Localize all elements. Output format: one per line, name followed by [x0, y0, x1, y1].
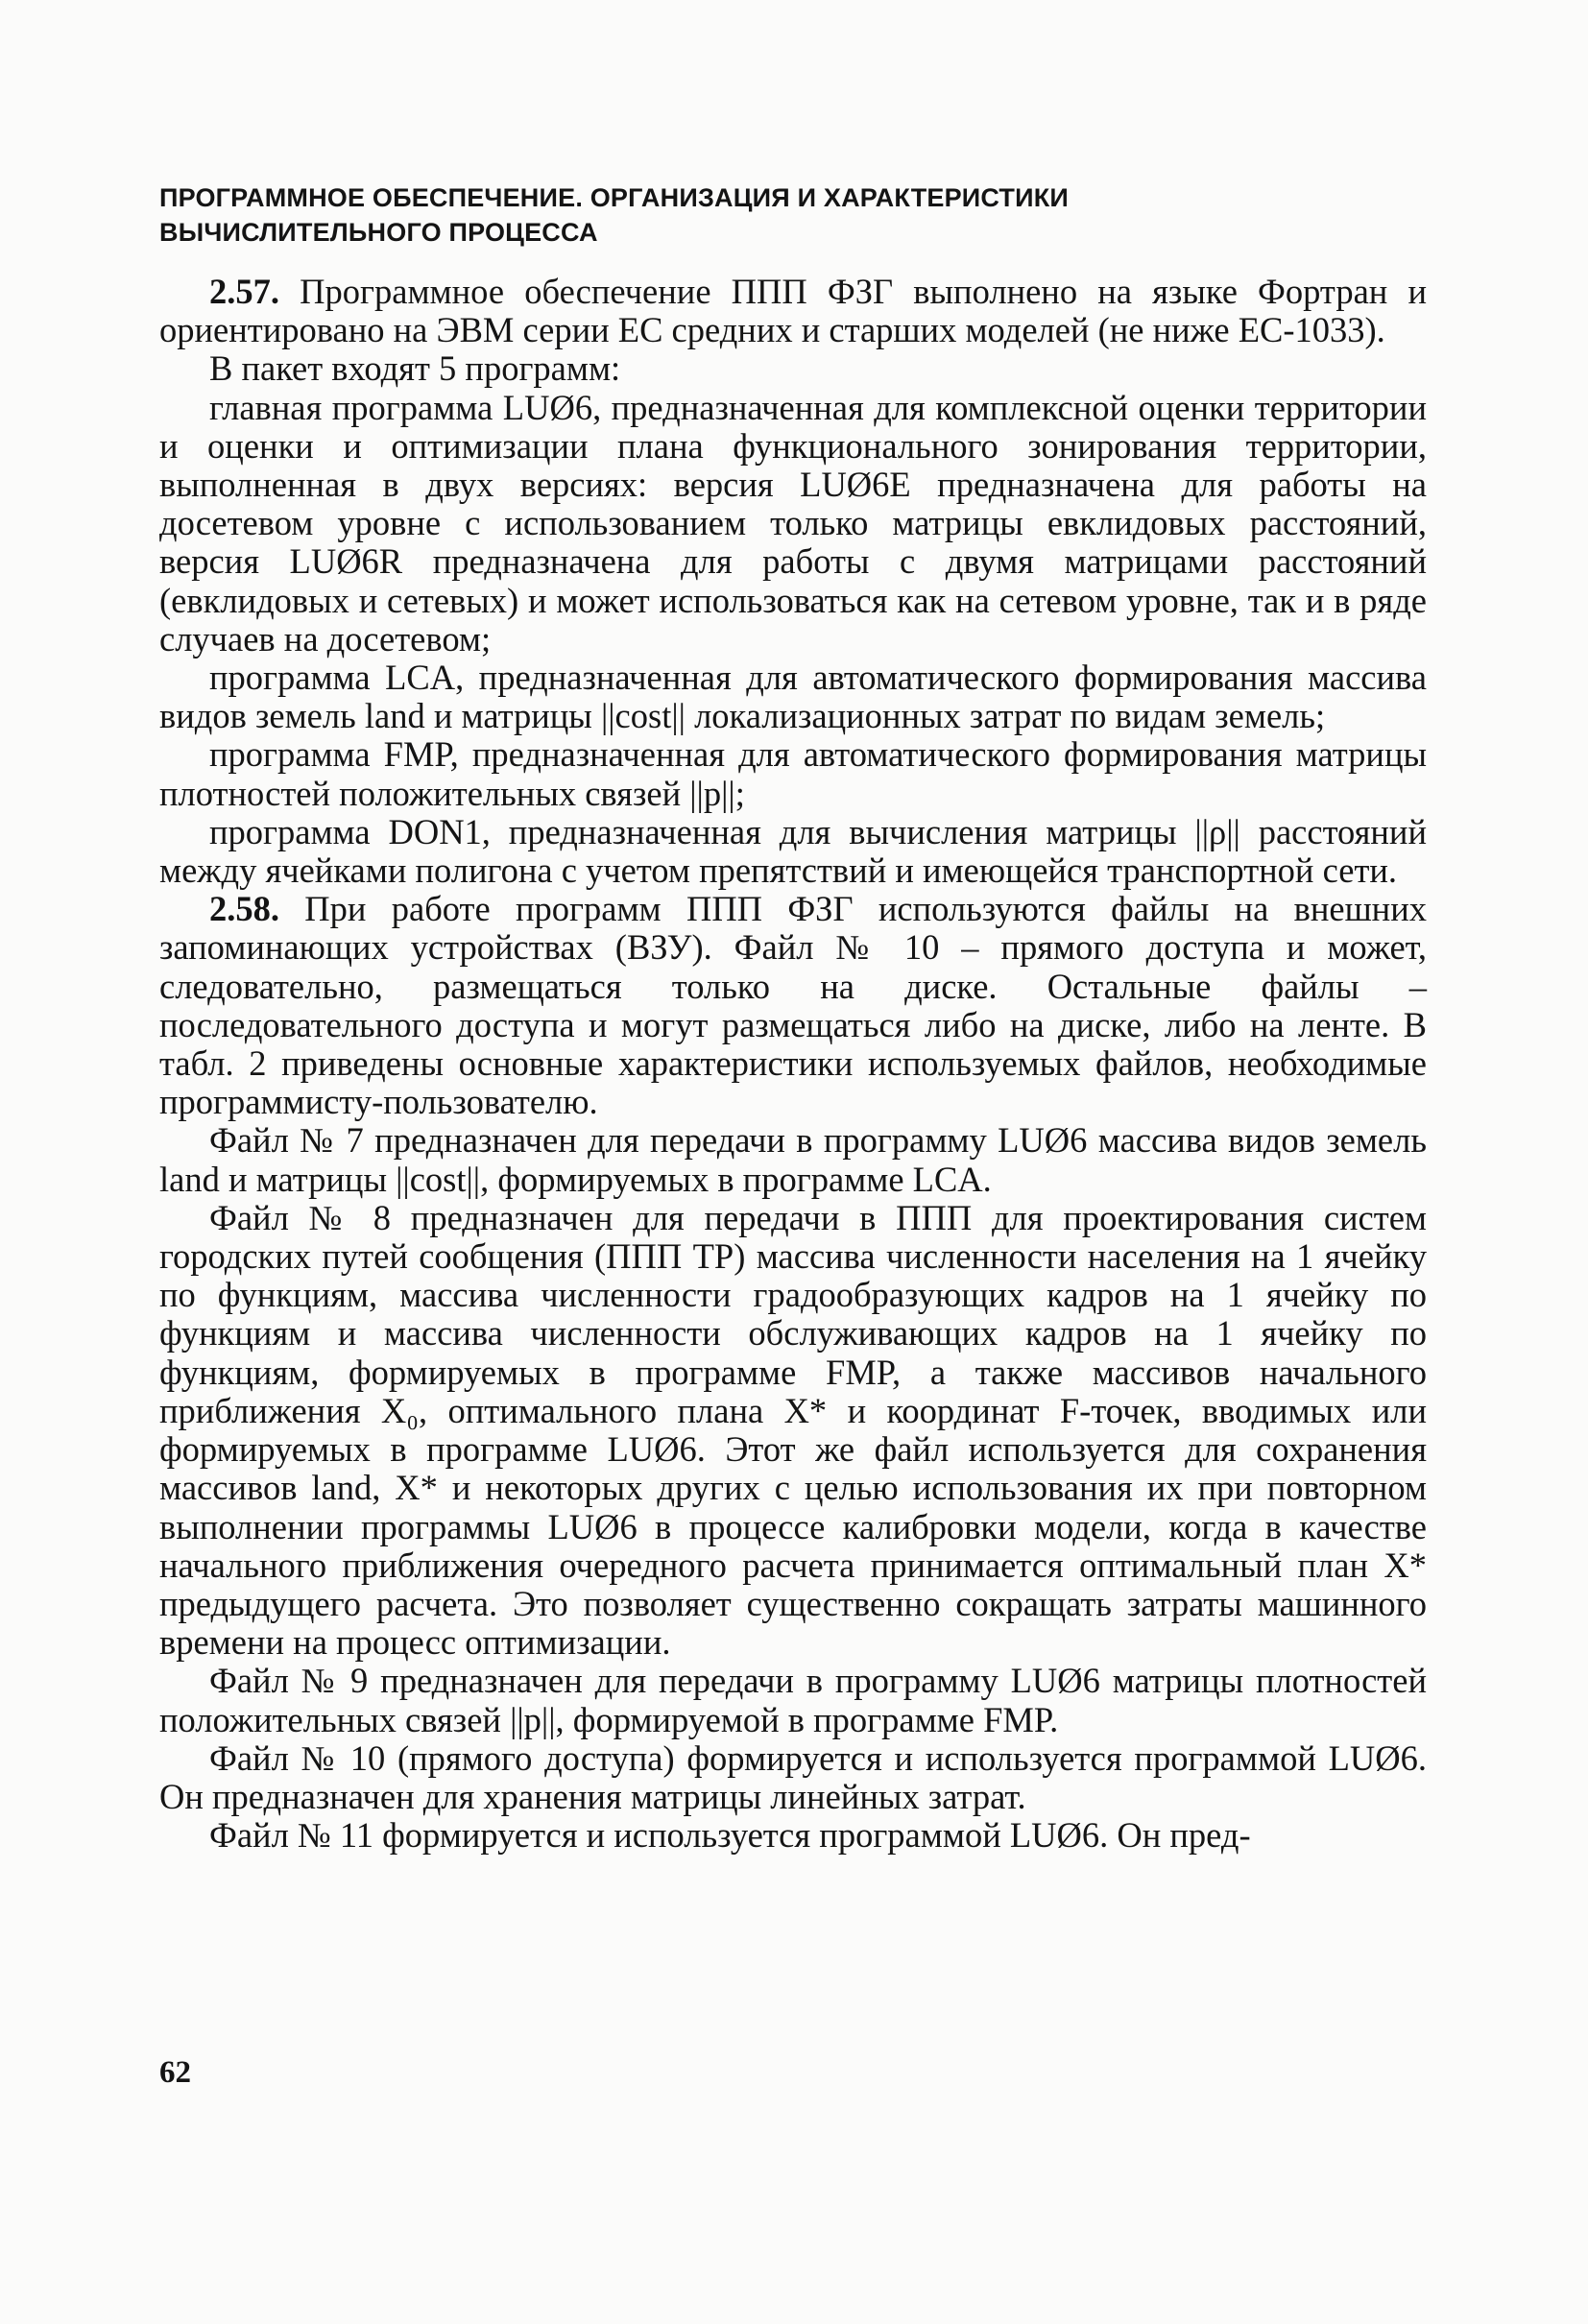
paragraph-number: 2.58. [209, 889, 279, 929]
paragraph-text: программа FMP, предназначенная для автоматического формирования матрицы плотностей положительных связей ||p||; [159, 734, 1427, 813]
paragraph-text: При работе программ ППП ФЗГ используются файлы на внешних запоминающих устройствах (ВЗУ). Файл № 10 – прямого доступа и может, следовательно, размещаться только на диске. Остальные файлы – последовательного доступа и могут размещаться либо на диске, либо на ленте. В табл. 2 приведены основные характеристики используемых файлов, необходимые программисту-пользователю. [159, 889, 1427, 1122]
paragraph-program-don1 [159, 813, 1427, 890]
paragraph-text: Файл № 10 (прямого доступа) формируется и используется программой LUØ6. Он предназначен для хранения матрицы линейных затрат. [159, 1737, 1427, 1816]
paragraph-file-8 [159, 1199, 1427, 1662]
paragraph-file-10 [159, 1739, 1427, 1816]
page-body [159, 180, 1427, 1855]
paragraph-text: программа LCA, предназначенная для автоматического формирования массива видов земель land и матрицы ||cost|| локализационных затрат по видам земель; [159, 658, 1427, 736]
paragraph-file-7 [159, 1121, 1427, 1198]
section-heading-line-1: ПРОГРАММНОЕ ОБЕСПЕЧЕНИЕ. ОРГАНИЗАЦИЯ И ХАРАКТЕРИСТИКИ [159, 183, 1070, 212]
page-number: 62 [159, 2055, 191, 2090]
paragraph-2-58 [159, 890, 1427, 1121]
paragraph-text: главная программа LUØ6, предназначенная для комплексной оценки территории и оценки и оптимизации плана функционального зонирования территории, выполненная в двух версиях: версия LUØ6E предназначена для работы на досетевом уровне с использованием только матрицы евклидовых расстояний, версия LUØ6R предназначена для работы с двумя матрицами расстояний (евклидовых и сетевых) и может использоваться как на сетевом уровне, так и в ряде случаев на досетевом; [159, 387, 1427, 659]
paragraph-text: Программное обеспечение ППП ФЗГ выполнено на языке Фортран и ориентировано на ЭВМ серии ЕС средних и старших моделей (не ниже ЕС-1033). [159, 272, 1427, 350]
paragraph-text: Файл № 8 предназначен для передачи в ППП для проектирования систем городских путей сообщения (ППП ТР) массива численности населения на 1 ячейку по функциям, массива численности градообразующих кадров на 1 ячейку по функциям и массива численности обслуживающих кадров на 1 ячейку по функциям, формируемых в программе FMP, а также массивов начального приближения X₀, оптимального плана X* и координат F-точек, вводимых или формируемых в программе LUØ6. Этот же файл используется для сохранения массивов land, X* и некоторых других с целью использования их при повторном выполнении программы LUØ6 в процессе калибровки модели, когда в качестве начального приближения очередного расчета принимается оптимальный план X* предыдущего расчета. Это позволяет существенно сокращать затраты машинного времени на процесс оптимизации. [159, 1197, 1427, 1663]
paragraph-text: Файл № 11 формируется и используется программой LUØ6. Он пред- [209, 1815, 1251, 1856]
paragraph-text: Файл № 9 предназначен для передачи в программу LUØ6 матрицы плотностей положительных связей ||p||, формируемой в программе FMP. [159, 1661, 1427, 1739]
paragraph-program-lu06 [159, 389, 1427, 659]
paragraph-number: 2.57. [209, 272, 279, 311]
paragraph-file-11 [159, 1816, 1427, 1855]
paragraph-text: В пакет входят 5 программ: [209, 348, 621, 389]
paragraph-package-intro [159, 349, 1427, 388]
section-heading [159, 180, 1427, 250]
section-heading-line-2: ВЫЧИСЛИТЕЛЬНОГО ПРОЦЕССА [159, 218, 598, 247]
paragraph-text: Файл № 7 предназначен для передачи в программу LUØ6 массива видов земель land и матрицы ||cost||, формируемых в программе LCA. [159, 1120, 1427, 1199]
paragraph-program-lca [159, 659, 1427, 735]
paragraph-2-57 [159, 273, 1427, 349]
paragraph-file-9 [159, 1662, 1427, 1738]
paragraph-program-fmp [159, 735, 1427, 812]
paragraph-text: программа DON1, предназначенная для вычисления матрицы ||ρ|| расстояний между ячейками полигона с учетом препятствий и имеющейся транспортной сети. [159, 811, 1427, 891]
